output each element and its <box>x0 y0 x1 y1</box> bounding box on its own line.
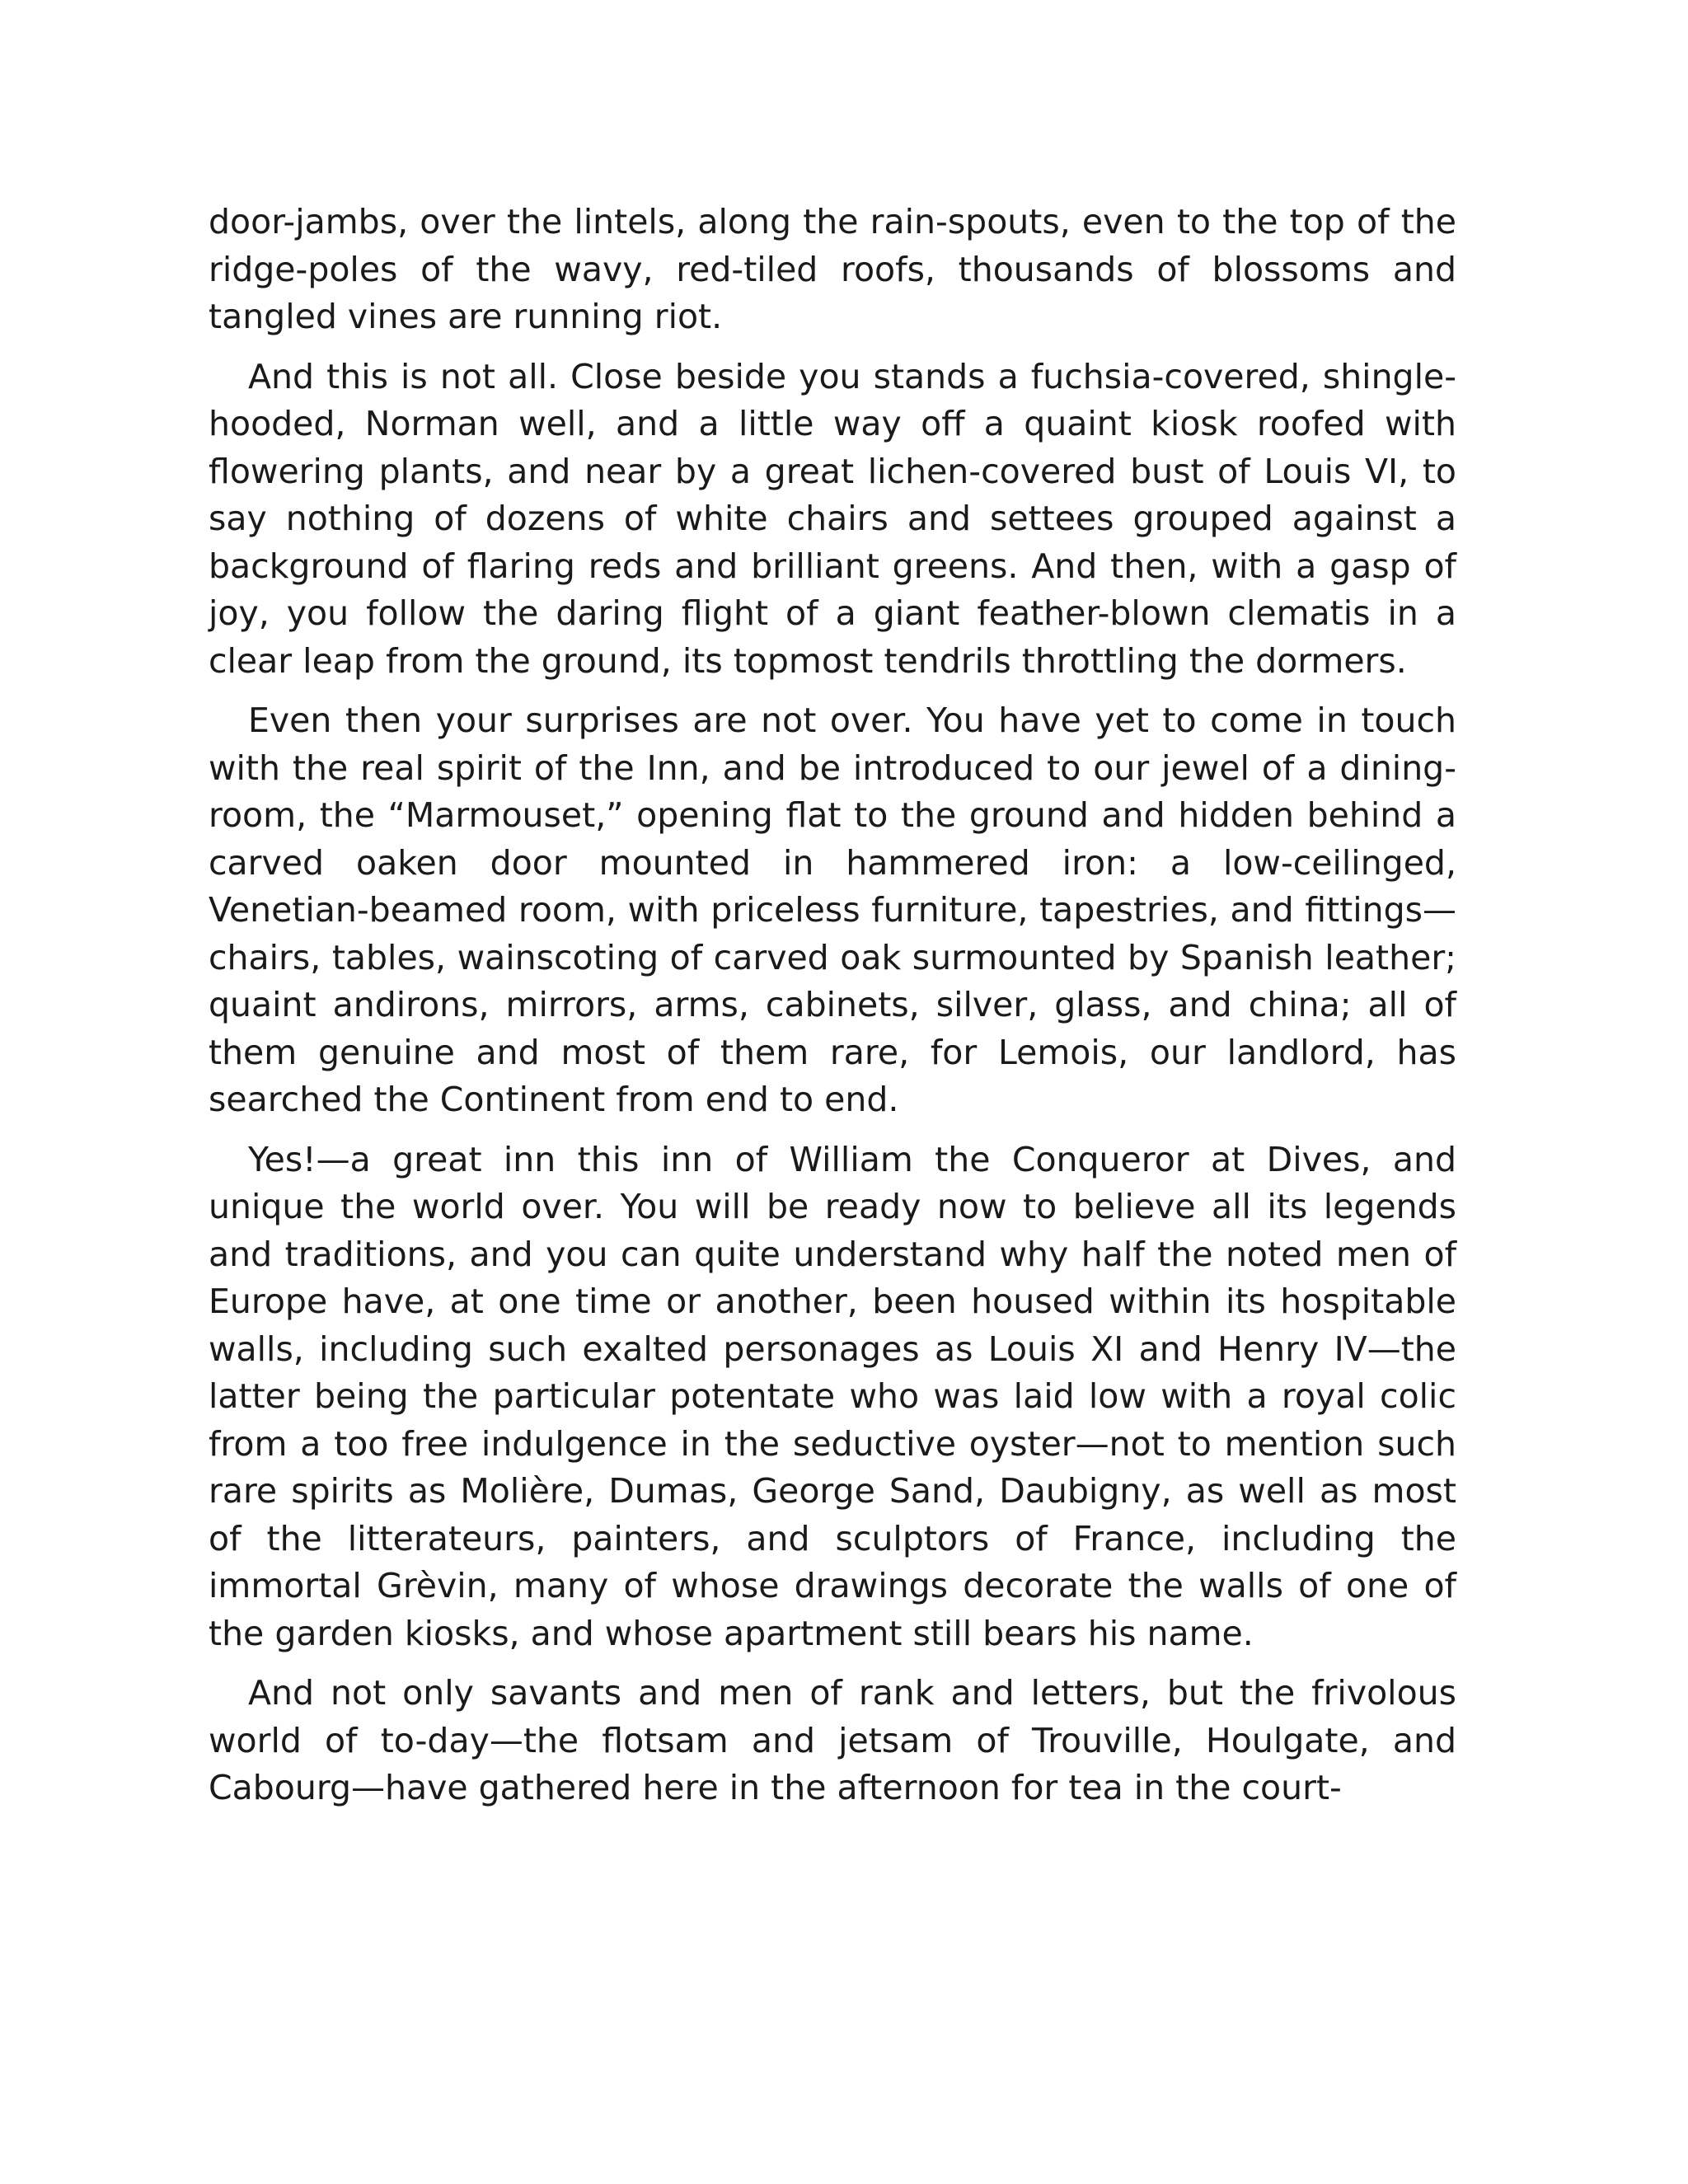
paragraph: And not only savants and men of rank and letters, but the frivolous world of to-day—the flotsam and jetsam of Trouville, Houlgate, and Cabourg—have gathered here in the afternoon for tea in the court- <box>209 1673 1456 1807</box>
paragraph: door-jambs, over the lintels, along the rain-spouts, even to the top of the ridge-poles of the wavy, red-tiled roofs, thousands of blossoms and tangled vines are running riot. <box>209 202 1456 336</box>
paragraph: Even then your surprises are not over. You have yet to come in touch with the real spirit of the Inn, and be introduced to our jewel of a dining-room, the “Marmouset,” opening flat to the ground and hidden behind a carved oaken door mounted in hammered iron: a low-ceilinged, Venetian-beamed room, with priceless furniture, tapestries, and fittings—chairs, tables, wainscoting of carved oak surmounted by Spanish leather; quaint andirons, mirrors, arms, cabinets, silver, glass, and china; all of them genuine and most of them rare, for Lemois, our landlord, has searched the Continent from end to end. <box>209 701 1456 1119</box>
body-text <box>209 199 1456 1825</box>
paragraph: Yes!—a great inn this inn of William the Conqueror at Dives, and unique the world over. You will be ready now to believe all its legends and traditions, and you can quite understand why half the noted men of Europe have, at one time or another, been housed within its hospitable walls, including such exalted personages as Louis XI and Henry IV—the latter being the particular potentate who was laid low with a royal colic from a too free indulgence in the seductive oyster—not to mention such rare spirits as Molière, Dumas, George Sand, Daubigny, as well as most of the litterateurs, painters, and sculptors of France, including the immortal Grèvin, many of whose drawings decorate the walls of one of the garden kiosks, and whose apartment still bears his name. <box>209 1139 1456 1653</box>
paragraph: And this is not all. Close beside you stands a fuchsia-covered, shingle-hooded, Norman well, and a little way off a quaint kiosk roofed with flowering plants, and near by a great lichen-covered bust of Louis VI, to say nothing of dozens of white chairs and settees grouped against a background of flaring reds and brilliant greens. And then, with a gasp of joy, you follow the daring flight of a giant feather-blown clematis in a clear leap from the ground, its topmost tendrils throttling the dormers. <box>209 356 1456 681</box>
